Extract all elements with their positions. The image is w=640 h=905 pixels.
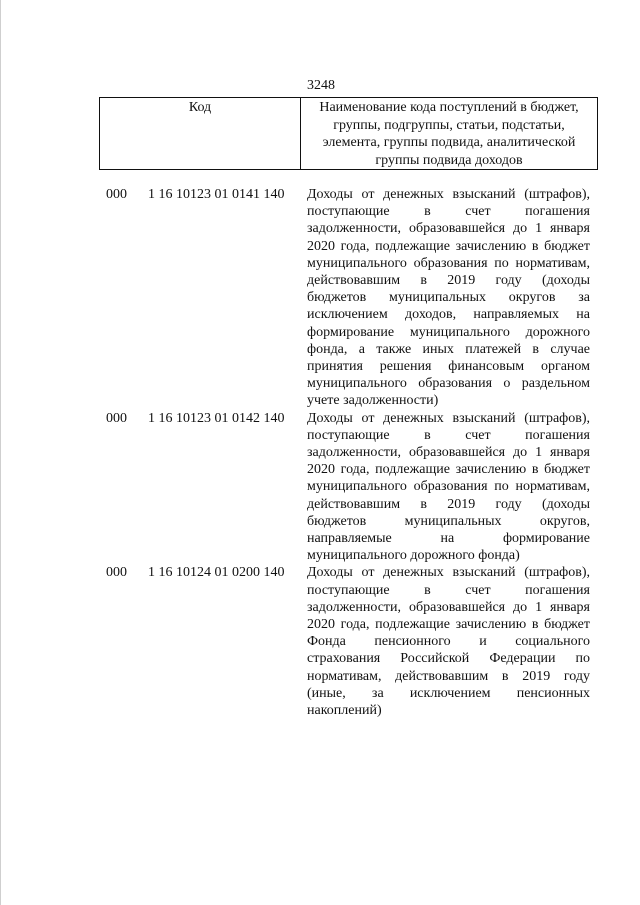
description-line: принятия решения финансовым органом <box>307 359 590 375</box>
description-line: направляемые на формирование <box>307 531 590 547</box>
description-line: поступающие в счет погашения <box>307 582 590 598</box>
income-code-entry <box>1 186 640 410</box>
column-header-name <box>301 98 597 169</box>
description-line: поступающие в счет погашения <box>307 427 590 443</box>
budget-code: 1 16 10123 01 0142 140 <box>148 410 285 426</box>
description-line: формирование муниципального дорожного <box>307 324 590 340</box>
description-line: (иные, за исключением пенсионных <box>307 685 590 701</box>
description-line: бюджетов муниципальных округов, <box>307 513 590 529</box>
description-line: задолженности, образовавшейся до 1 января <box>307 221 590 237</box>
column-header-table <box>99 97 598 170</box>
description-line: накоплений) <box>307 703 382 719</box>
description-line: действовавшим в 2019 году (доходы <box>307 273 590 289</box>
page-number: 3248 <box>307 78 335 93</box>
description-line: страхования Российской Федерации по <box>307 651 590 667</box>
description-line: поступающие в счет погашения <box>307 204 590 220</box>
income-code-list <box>1 186 640 719</box>
description-line: 2020 года, подлежащие зачислению в бюджет <box>307 462 590 478</box>
column-header-code: Код <box>100 98 301 169</box>
description-line: муниципального образования по нормативам, <box>307 255 590 271</box>
code-description <box>307 186 590 410</box>
budget-code: 1 16 10124 01 0200 140 <box>148 565 285 581</box>
description-line: Доходы от денежных взысканий (штрафов), <box>307 187 590 202</box>
description-line: 2020 года, подлежащие зачислению в бюджет <box>307 238 590 254</box>
description-line: задолженности, образовавшейся до 1 января <box>307 445 590 461</box>
column-header-name-line: группы подвида доходов <box>375 152 523 168</box>
income-code-entry <box>1 564 640 719</box>
description-line: бюджетов муниципальных округов за <box>307 290 590 306</box>
description-line: муниципального образования по нормативам, <box>307 479 590 495</box>
column-header-name-line: элемента, группы подвида, аналитической <box>322 135 576 150</box>
description-line: Фонда пенсионного и социального <box>307 634 590 650</box>
description-line: учете задолженности) <box>307 393 439 409</box>
description-line: фонда, а также иных платежей в случае <box>307 341 590 357</box>
description-line: Доходы от денежных взысканий (штрафов), <box>307 410 590 426</box>
description-line: исключением доходов, направляемых на <box>307 307 590 323</box>
description-line: муниципального образования о раздельном <box>307 376 590 392</box>
budget-code: 1 16 10123 01 0141 140 <box>148 187 285 202</box>
description-line: нормативам, действовавшим в 2019 году <box>307 668 590 684</box>
description-line: Доходы от денежных взысканий (штрафов), <box>307 565 590 581</box>
admin-code: 000 <box>106 410 127 426</box>
column-header-name-line: Наименование кода поступлений в бюджет, <box>319 100 579 115</box>
admin-code: 000 <box>106 187 127 202</box>
income-code-entry <box>1 410 640 565</box>
column-header-name-line: группы, подгруппы, статьи, подстатьи, <box>333 117 565 133</box>
description-line: задолженности, образовавшейся до 1 января <box>307 599 590 615</box>
description-line: действовавшим в 2019 году (доходы <box>307 496 590 512</box>
code-description <box>307 410 590 565</box>
description-line: 2020 года, подлежащие зачислению в бюджет <box>307 617 590 633</box>
admin-code: 000 <box>106 565 127 581</box>
description-line: муниципального дорожного фонда) <box>307 548 520 564</box>
code-description <box>307 564 590 719</box>
